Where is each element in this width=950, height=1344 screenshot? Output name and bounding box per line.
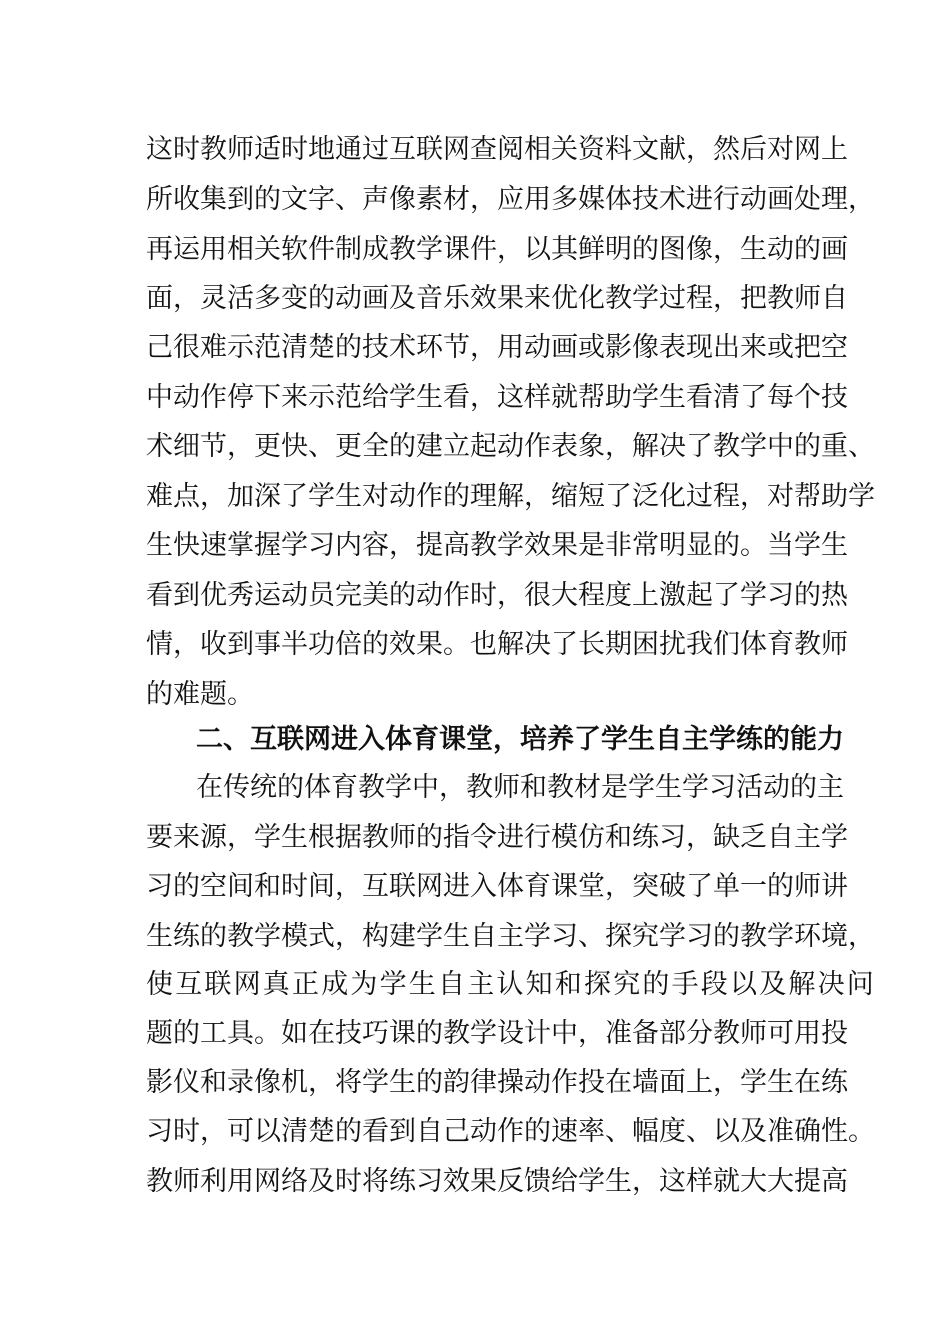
paragraph-line: 习时，可以清楚的看到自己动作的速率、幅度、以及准确性。 <box>146 1116 875 1147</box>
paragraph-line: 难点，加深了学生对动作的理解，缩短了泛化过程，对帮助学 <box>146 481 875 512</box>
paragraph-line: 情，收到事半功倍的效果。也解决了长期困扰我们体育教师 <box>146 629 848 660</box>
section-heading: 二、互联网进入体育课堂，培养了学生自主学练的能力 <box>196 724 844 755</box>
paragraph-line: 使互联网真正成为学生自主认知和探究的手段以及解决问 <box>146 969 876 1000</box>
paragraph-line: 教师利用网络及时将练习效果反馈给学生，这样就大大提高 <box>146 1166 848 1197</box>
paragraph-line: 在传统的体育教学中，教师和教材是学生学习活动的主 <box>196 772 844 803</box>
paragraph-line: 生练的教学模式，构建学生自主学习、探究学习的教学环境， <box>146 921 875 952</box>
paragraph-line: 生快速掌握学习内容，提高教学效果是非常明显的。当学生 <box>146 530 848 561</box>
paragraph-line: 所收集到的文字、声像素材，应用多媒体技术进行动画处理， <box>146 184 875 215</box>
paragraph-line: 术细节，更快、更全的建立起动作表象，解决了教学中的重、 <box>146 431 875 462</box>
paragraph-line: 的难题。 <box>146 679 254 710</box>
paragraph-line: 看到优秀运动员完美的动作时，很大程度上激起了学习的热 <box>146 580 848 611</box>
paragraph-line: 习的空间和时间，互联网进入体育课堂，突破了单一的师讲 <box>146 871 848 902</box>
paragraph-line: 这时教师适时地通过互联网查阅相关资料文献，然后对网上 <box>146 134 848 165</box>
paragraph-line: 要来源，学生根据教师的指令进行模仿和练习，缺乏自主学 <box>146 822 848 853</box>
paragraph-line: 己很难示范清楚的技术环节，用动画或影像表现出来或把空 <box>146 332 848 363</box>
paragraph-line: 再运用相关软件制成教学课件，以其鲜明的图像，生动的画 <box>146 234 848 265</box>
paragraph-line: 影仪和录像机，将学生的韵律操动作投在墙面上，学生在练 <box>146 1067 848 1098</box>
paragraph-line: 题的工具。如在技巧课的教学设计中，准备部分教师可用投 <box>146 1018 848 1049</box>
paragraph-line: 面，灵活多变的动画及音乐效果来优化教学过程，把教师自 <box>146 283 848 314</box>
paragraph-line: 中动作停下来示范给学生看，这样就帮助学生看清了每个技 <box>146 382 848 413</box>
